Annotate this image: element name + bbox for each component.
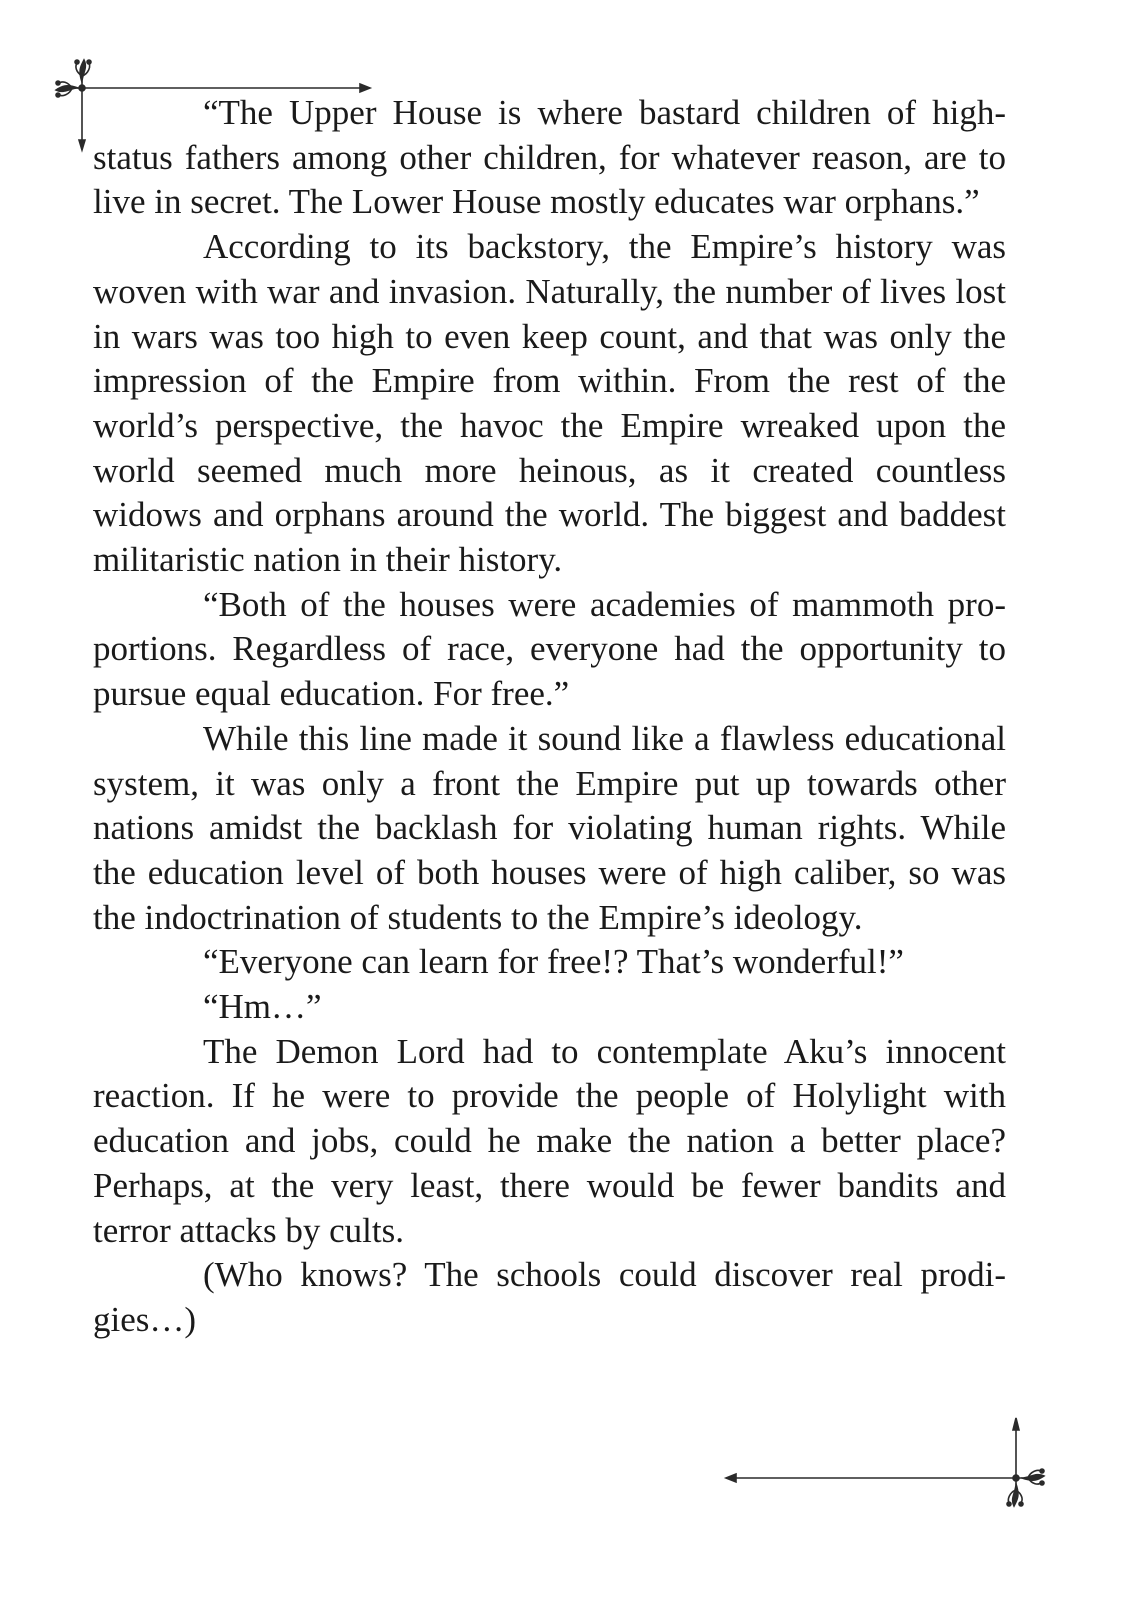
paragraph: The Demon Lord had to contemplate Aku’s innocent reaction. If he were to provide the people of Holylight with education and jobs, could he make the nation a better place? Perhaps, at the very least, there would be fewer bandits and terror attacks by cults. (93, 1031, 1006, 1250)
paragraph: (Who knows? The schools could discover real prodigies…) (93, 1255, 1006, 1339)
corner-flourish-icon (716, 1408, 1056, 1528)
paragraph: “Both of the houses were academies of mammoth proportions. Regardless of race, everyone had the opportunity to pursue equal education. For free.” (93, 584, 1006, 714)
body-text (93, 91, 1006, 1343)
paragraph: “Hm…” (203, 987, 322, 1027)
paragraph: “Everyone can learn for free!? That’s wonderful!” (203, 942, 904, 982)
paragraph: While this line made it sound like a flawless educational system, it was only a front the Empire put up towards other nations amidst the backlash for violating human rights. While the education level of both houses were of high caliber, so was the indoctrination of students to the Empire’s ideology. (93, 718, 1006, 937)
paragraph: “The Upper House is where bastard children of high-status fathers among other children, for whatever reason, are to live in secret. The Lower House mostly educates war orphans.” (93, 93, 1006, 222)
paragraph: According to its backstory, the Empire’s history was woven with war and invasion. Naturally, the number of lives lost in wars was too high to even keep count, and that was only the impression of the Empire from within. From the rest of the world’s perspective, the havoc the Empire wreaked upon the world seemed much more heinous, as it created countless widows and orphans around the world. The biggest and baddest militaristic nation in their history. (93, 227, 1006, 580)
